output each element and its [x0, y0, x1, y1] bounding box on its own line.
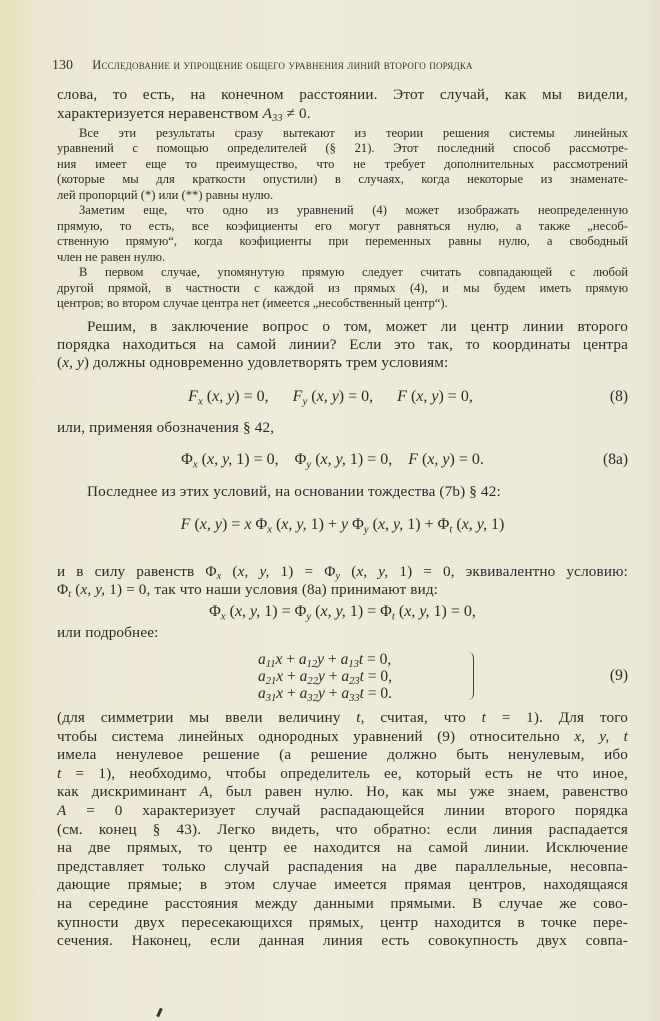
text-line: [57, 783, 628, 801]
text-segment: x, y,: [206, 451, 233, 468]
text-segment: a: [299, 684, 308, 702]
text-segment: 1) + Φ: [403, 516, 450, 533]
text-segment: (: [71, 581, 81, 598]
subscript: 33: [272, 113, 283, 125]
note-text-line: другой прямой, в частности с каждой из прямых (4), и мы будем иметь прямую: [57, 280, 628, 295]
text-line: купности двух пересекающихся прямых, центр находится в точке пере-: [57, 913, 628, 931]
text-line: или подробнее:: [57, 624, 159, 641]
text-segment: (: [452, 516, 462, 533]
text-segment: x, y,: [461, 516, 488, 533]
text-segment: (: [417, 451, 428, 468]
text-segment: y: [317, 650, 325, 668]
subscript: 32: [307, 692, 318, 704]
text-segment: x, y,: [320, 451, 346, 468]
subscript: t: [391, 610, 395, 623]
subscript: 22: [307, 675, 318, 687]
text-segment: a: [340, 650, 349, 668]
subscript: y: [306, 610, 312, 623]
subscript: y: [335, 571, 341, 583]
subscript: t: [449, 523, 453, 536]
text-segment: +: [282, 650, 299, 668]
subscript: 11: [265, 658, 276, 670]
equation: [57, 515, 628, 535]
text-segment: A: [262, 105, 273, 122]
subscript: x: [197, 395, 203, 408]
text-segment: x, y: [316, 388, 339, 405]
text-segment: x, y: [416, 388, 439, 405]
subscript: x: [192, 458, 198, 471]
text-segment: x, y: [62, 354, 84, 371]
text-segment: +: [283, 667, 300, 685]
text-segment: A: [199, 783, 209, 801]
note-text-line: ния имеет еще то преимущество, что не требует дополнительных рассмотрений: [57, 156, 628, 171]
text-line: (см. конец § 43). Легко видеть, что обратно: если линия распадается: [57, 820, 628, 838]
text-segment: y: [340, 516, 349, 533]
text-segment: x, y,: [320, 603, 346, 620]
subscript: 12: [306, 658, 318, 670]
text-segment: x: [276, 684, 284, 702]
text-segment: = 1), необходимо, чтобы определитель ее, который есть не что иное,: [61, 764, 628, 782]
equation: [45, 387, 616, 407]
text-segment: a: [341, 684, 350, 702]
text-segment: a: [299, 667, 308, 685]
system-equation-row: [258, 685, 392, 707]
text-segment: 1) = Φ: [345, 603, 392, 620]
text-segment: x, y,: [377, 516, 404, 533]
equation: [47, 450, 618, 470]
text-segment: 1) = 0, эквивалентно условию:: [388, 563, 629, 580]
subscript: 31: [265, 692, 277, 704]
subscript: 13: [348, 658, 359, 670]
text-segment: (: [340, 563, 357, 580]
text-line: имела ненулевое решение (а решение должно быть ненулевым, ибо: [57, 746, 628, 764]
text-segment: = 0 характеризует случай распадающейся линии второго порядка: [66, 802, 628, 819]
text-segment: (: [406, 388, 417, 405]
text-segment: (: [225, 603, 235, 620]
text-segment: +: [324, 650, 341, 668]
text-segment: (: [394, 603, 405, 620]
text-segment: Φ: [57, 581, 69, 598]
text-segment: (для симметрии мы ввели величину: [57, 709, 357, 726]
text-segment: (: [221, 563, 238, 580]
text-segment: y: [317, 667, 325, 685]
text-segment: Φ: [294, 451, 307, 468]
note-text-line: уравнений с помощью определителей (§ 21). Этот последний способ рассмотре-: [57, 141, 628, 155]
text-line: [57, 105, 628, 123]
text-segment: a: [298, 650, 307, 668]
equation-number: (8): [609, 388, 628, 405]
text-segment: F: [397, 388, 407, 405]
text-segment: F: [188, 388, 198, 405]
text-segment: (: [271, 516, 282, 533]
subscript: x: [216, 571, 222, 583]
text-line: [57, 581, 628, 599]
text-line: сечения. Наконец, если данная линия есть совокупность двух совпа-: [57, 932, 628, 950]
text-segment: ≠ 0.: [282, 105, 311, 122]
text-segment: a: [341, 667, 350, 685]
text-segment: x, y,: [356, 563, 389, 580]
text-line: Последнее из этих условий, на основании тождества (7b) § 42:: [87, 483, 501, 500]
text-segment: +: [324, 667, 342, 685]
text-segment: y: [317, 684, 325, 702]
text-segment: F: [292, 388, 303, 405]
text-segment: ) = 0,: [438, 388, 473, 405]
text-segment: A: [57, 802, 67, 819]
text-segment: ) = 0.: [449, 451, 484, 468]
text-segment: x, y,: [281, 516, 307, 533]
text-segment: ) =: [221, 516, 245, 533]
subscript: 21: [265, 675, 277, 687]
text-line: [57, 802, 628, 820]
text-segment: x, y, t: [574, 727, 628, 745]
text-segment: (: [311, 603, 321, 620]
text-line: или, применяя обозначения § 42,: [57, 419, 275, 436]
text-segment: x: [275, 650, 283, 668]
note-text-line: лей пропорций (*) или (**) равны нулю.: [57, 187, 274, 202]
text-line: слова, то есть, на конечном расстоянии. Этот случай, как мы видели,: [57, 86, 628, 103]
text-segment: x: [276, 667, 284, 685]
text-segment: a: [258, 650, 266, 668]
text-line: Решим, в заключение вопрос о том, может ли центр линии второго: [87, 318, 628, 335]
text-line: [57, 765, 628, 783]
text-line: на середине расстояния между данными прямыми. В случае же сово-: [57, 895, 628, 912]
text-segment: 1) = Φ: [260, 603, 307, 620]
note-text-line: Заметим еще, что одно из уравнений (4) может изображать неопределенную: [79, 203, 628, 217]
text-segment: F: [180, 516, 191, 533]
text-segment: x: [244, 516, 252, 533]
equation-number: (9): [609, 667, 628, 684]
note-text-line: член не равен нулю.: [57, 249, 166, 264]
text-segment: = 0.: [363, 684, 393, 702]
text-segment: x, y,: [404, 603, 430, 620]
text-segment: 1) = Φ: [269, 563, 336, 580]
text-segment: = 0,: [363, 667, 393, 685]
subscript: y: [306, 458, 312, 471]
equation-number: (8a): [603, 451, 628, 468]
text-segment: +: [283, 684, 300, 702]
text-segment: ) должны одновременно удовлетворять трем условиям:: [83, 354, 449, 371]
system-brace: [465, 652, 474, 700]
text-segment: характеризуется неравенством: [57, 105, 263, 122]
text-line: [57, 354, 628, 372]
subscript: t: [68, 589, 72, 601]
text-segment: t: [481, 709, 486, 726]
text-segment: и в силу равенств Φ: [57, 563, 217, 580]
text-segment: +: [324, 684, 342, 702]
text-segment: , был равен нулю. Но, как мы уже знаем, равенство: [208, 783, 628, 801]
text-line: представляет только случай распадения на две параллельные, несовпа-: [57, 857, 628, 875]
text-line: [57, 563, 628, 581]
text-line: на две прямых, то центр ее находится на самой линии. Исключение: [57, 839, 628, 857]
text-segment: (: [307, 388, 317, 405]
text-line: [57, 728, 628, 746]
text-segment: t: [356, 709, 361, 726]
text-segment: a: [258, 684, 266, 702]
subscript: y: [363, 523, 369, 536]
text-segment: t: [358, 650, 364, 668]
running-header: [52, 57, 612, 74]
text-segment: Φ: [348, 516, 364, 533]
text-segment: x, y: [212, 388, 235, 405]
text-segment: 1): [487, 516, 505, 533]
text-line: [57, 709, 628, 727]
text-segment: (: [57, 354, 63, 371]
text-segment: 1) = 0,: [429, 603, 476, 620]
note-text-line: Все эти результаты сразу вытекают из теории решения системы линейных: [79, 125, 628, 140]
text-segment: как дискриминант: [57, 783, 200, 801]
text-segment: x, y,: [234, 603, 261, 620]
text-segment: t: [57, 764, 62, 782]
text-segment: Φ: [181, 451, 193, 468]
text-segment: t: [359, 684, 364, 702]
note-text-line: центров; во втором случае центра нет (имеется „несобственный центр“).: [57, 296, 448, 310]
note-text-line: (которые мы для краткости опустили) в случаях, когда некоторые из знаменате-: [57, 172, 628, 186]
text-segment: Φ: [251, 516, 268, 533]
text-segment: 1) = 0,: [232, 451, 295, 468]
text-segment: 1) = 0,: [345, 451, 409, 468]
subscript: x: [220, 610, 226, 623]
subscript: y: [302, 395, 308, 408]
equation: [57, 602, 628, 622]
text-segment: (: [197, 451, 207, 468]
text-segment: Φ: [209, 603, 221, 620]
text-segment: (: [190, 516, 200, 533]
subscript: x: [267, 523, 272, 536]
text-segment: , считая, что: [360, 709, 482, 726]
text-segment: t: [359, 667, 364, 685]
page-number: 130: [52, 58, 73, 73]
text-line: дающие прямые; в этом случае имеется прямая центров, находящаяся: [57, 876, 628, 894]
text-segment: (: [311, 451, 321, 468]
ink-mark: [156, 1008, 163, 1017]
subscript: 33: [349, 692, 360, 704]
note-text-line: ственную прямую“, когда коэфициенты при переменных равны нулю, а свободный: [57, 234, 628, 248]
text-segment: чтобы система линейных однородных уравнений (9) относительно: [57, 727, 575, 745]
text-segment: = 1). Для того: [485, 709, 628, 726]
text-segment: x, y: [427, 451, 450, 468]
note-text-line: прямую, то есть, все коэфициенты его могут равняться нулю, а также „несоб-: [57, 218, 628, 233]
text-segment: (: [368, 516, 378, 533]
text-segment: = 0,: [363, 650, 392, 668]
text-segment: F: [408, 451, 418, 468]
text-segment: a: [258, 667, 266, 685]
text-segment: x, y: [199, 516, 222, 533]
text-segment: ) = 0,: [234, 388, 293, 405]
subscript: 23: [349, 675, 360, 687]
text-segment: x, y,: [237, 563, 270, 580]
text-segment: ) = 0,: [338, 388, 398, 405]
text-segment: x, y,: [80, 581, 106, 598]
text-segment: 1) = 0, так что наши условия (8a) принимают вид:: [105, 581, 439, 598]
running-title: Исследование и упрощение общего уравнения линий второго порядка: [92, 58, 473, 72]
text-line: порядка находиться на самой линии? Если это так, то координаты центра: [57, 336, 628, 353]
text-segment: (: [202, 388, 213, 405]
note-text-line: В первом случае, упомянутую прямую следует считать совпадающей с любой: [79, 265, 628, 279]
text-segment: 1) +: [306, 516, 341, 533]
